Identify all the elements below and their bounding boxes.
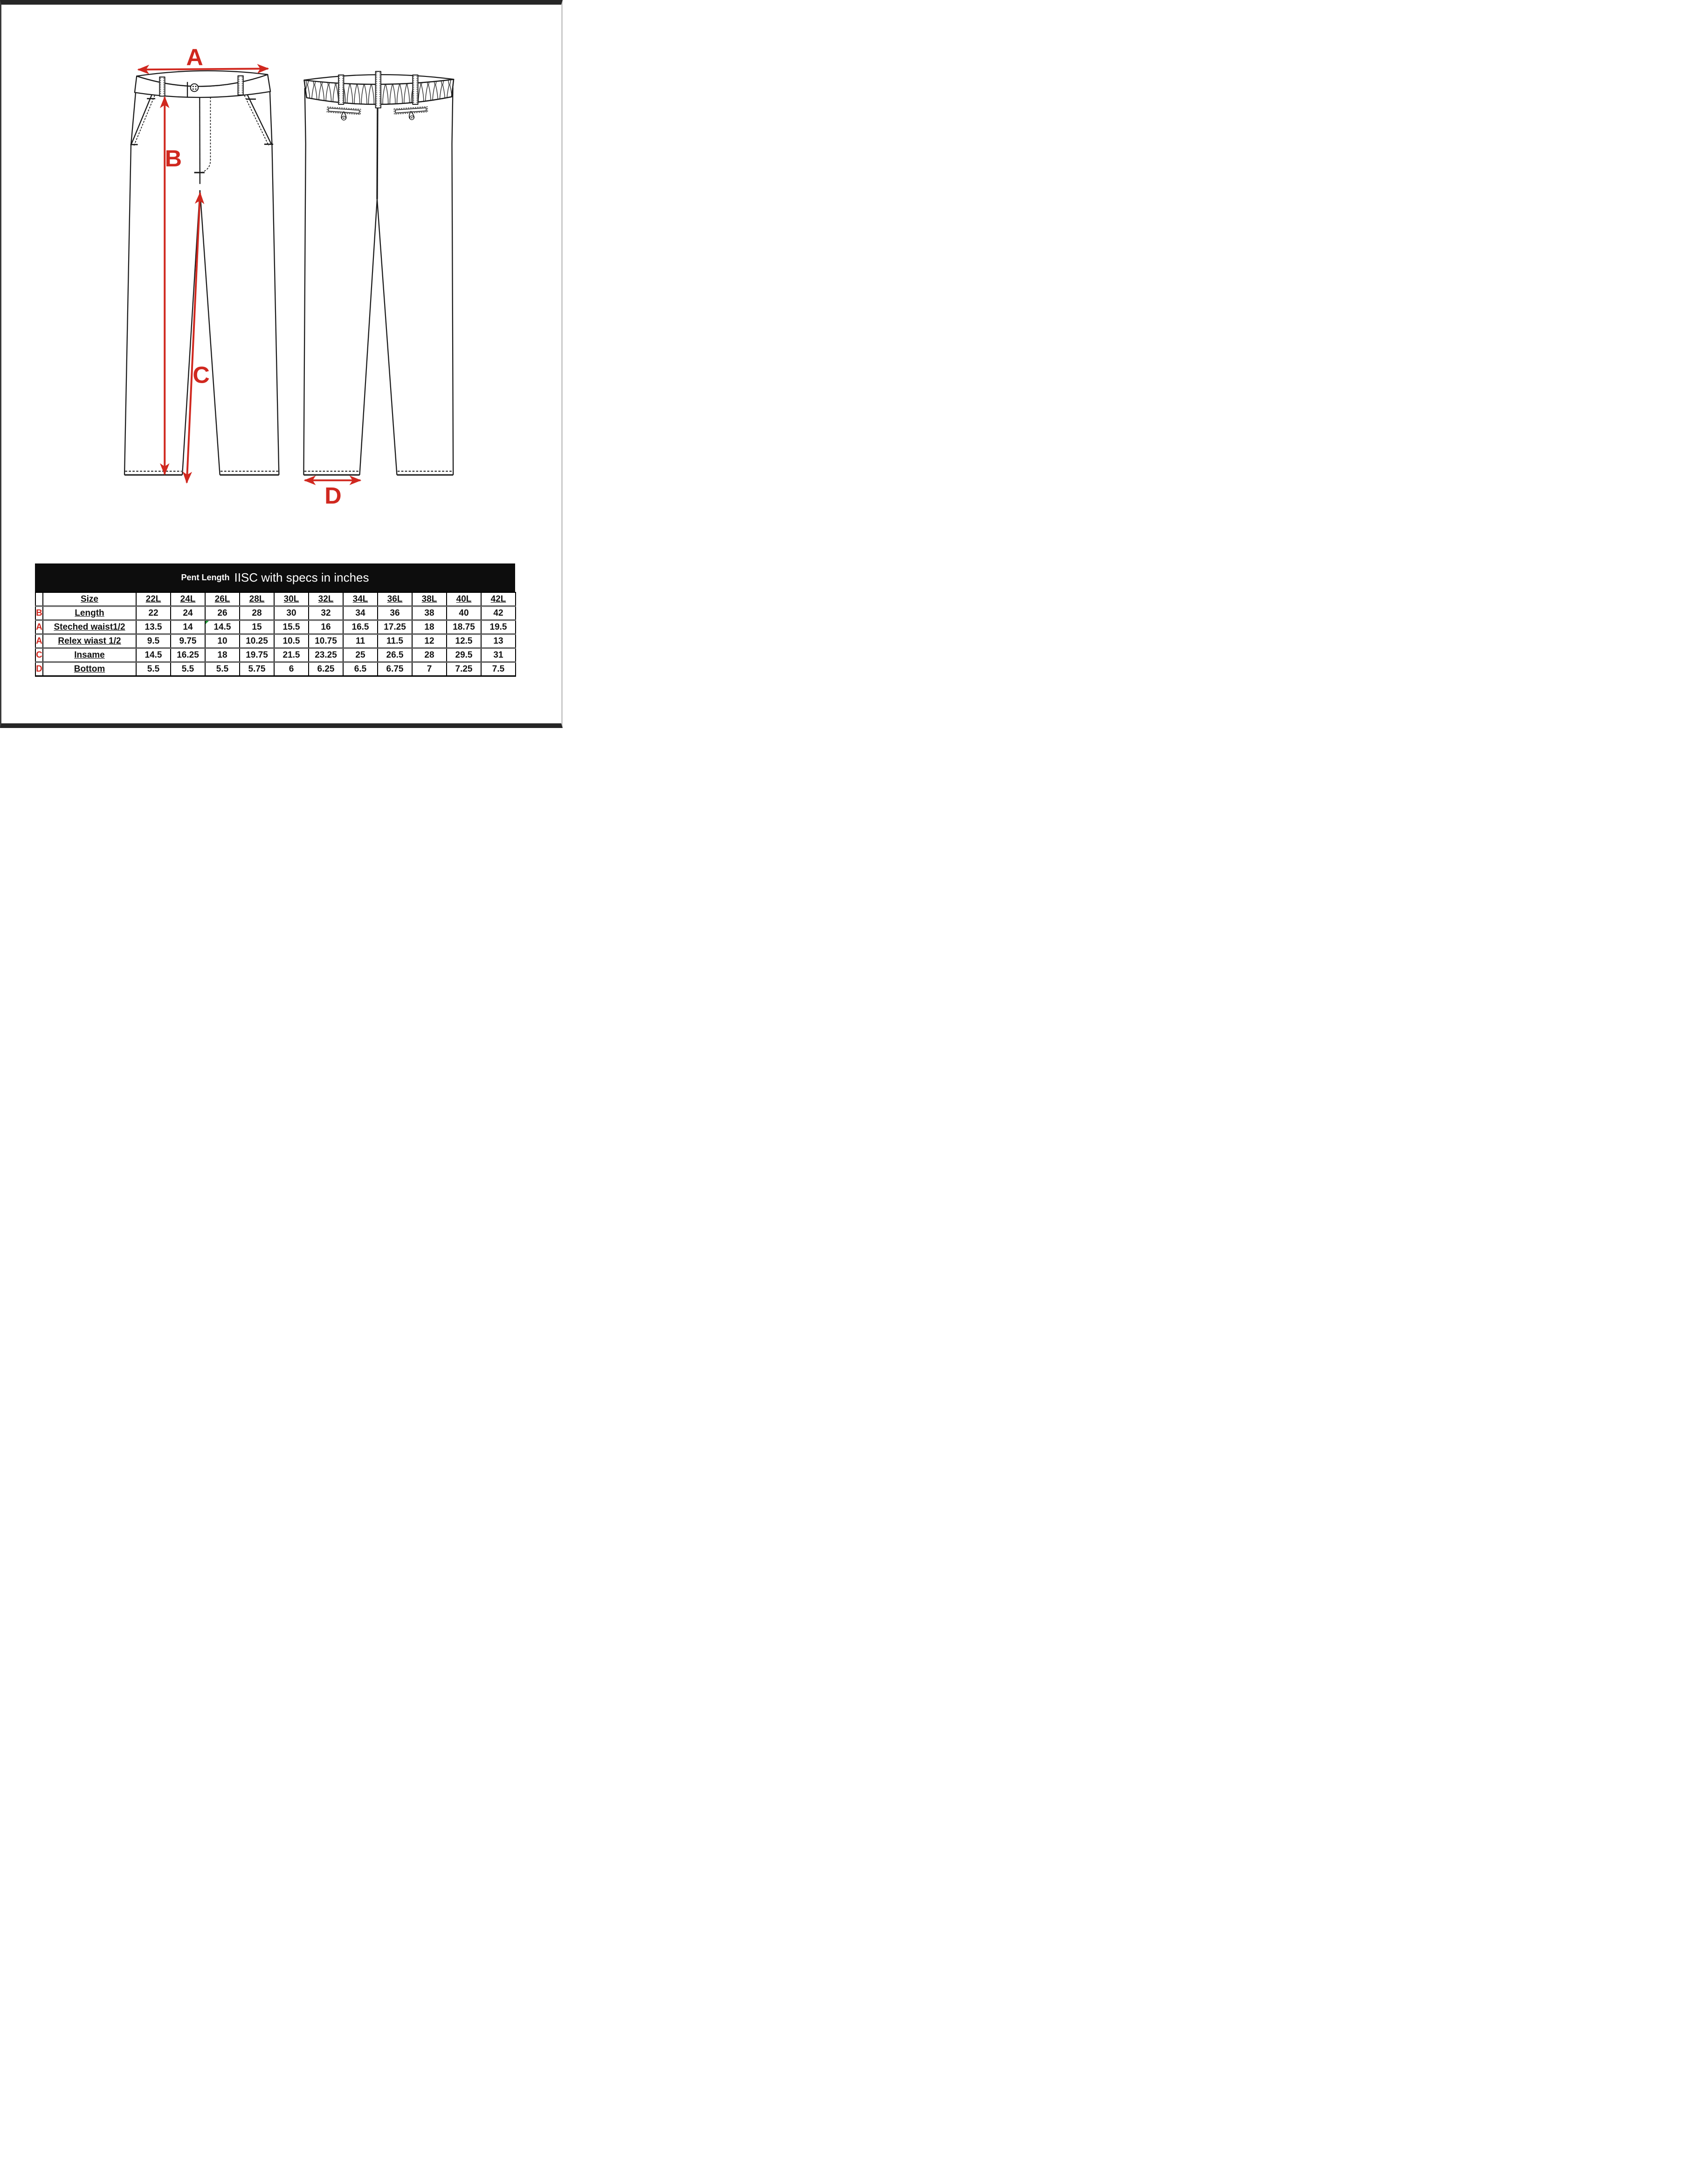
value-cell: 19.75	[240, 648, 274, 662]
value-cell: 30	[274, 606, 309, 620]
header-size-28L: 28L	[240, 592, 274, 606]
measurement-arrows	[138, 69, 361, 482]
value-cell: 6.5	[343, 662, 378, 676]
size-spec-section	[35, 563, 515, 677]
front-left-inseam	[182, 190, 200, 475]
value-cell: 15.5	[274, 620, 309, 634]
value-cell: 14.5	[205, 620, 240, 634]
header-size-22L: 22L	[136, 592, 171, 606]
value-cell: 5.5	[205, 662, 240, 676]
value-cell: 6.75	[378, 662, 412, 676]
row-letter: D	[35, 662, 43, 676]
label-a: A	[186, 44, 203, 71]
table-title-prefix: Pent Length	[181, 573, 230, 583]
value-cell: 15	[240, 620, 274, 634]
front-left-outseam	[124, 91, 136, 475]
row-letter: A	[35, 620, 43, 634]
pants-front-view	[124, 71, 279, 475]
value-cell: 28	[412, 648, 447, 662]
value-cell: 18	[205, 648, 240, 662]
value-cell: 23.25	[309, 648, 343, 662]
back-right-inseam	[377, 199, 397, 475]
value-cell: 16.25	[171, 648, 205, 662]
spec-sheet	[1, 5, 561, 677]
value-cell: 10.75	[309, 634, 343, 648]
value-cell: 13.5	[136, 620, 171, 634]
row-letter: C	[35, 648, 43, 662]
back-belt-loop-center	[376, 71, 381, 108]
value-cell: 10	[205, 634, 240, 648]
value-cell: 18	[412, 620, 447, 634]
value-cell: 42	[481, 606, 516, 620]
table-row-insame	[35, 648, 516, 662]
value-cell: 16	[309, 620, 343, 634]
back-right-outseam	[452, 87, 454, 475]
front-belt-loop-left	[159, 77, 165, 96]
back-center-seam	[377, 104, 378, 199]
table-header-row	[35, 592, 516, 606]
header-size-32L: 32L	[309, 592, 343, 606]
front-left-pocket-stitch	[134, 95, 155, 146]
row-letter: A	[35, 634, 43, 648]
value-cell: 38	[412, 606, 447, 620]
value-cell: 26.5	[378, 648, 412, 662]
value-cell: 10.25	[240, 634, 274, 648]
value-cell: 18.75	[447, 620, 481, 634]
value-cell: 7.25	[447, 662, 481, 676]
header-size-24L: 24L	[171, 592, 205, 606]
value-cell: 14	[171, 620, 205, 634]
row-letter: B	[35, 606, 43, 620]
header-size-30L: 30L	[274, 592, 309, 606]
value-cell: 9.75	[171, 634, 205, 648]
value-cell: 28	[240, 606, 274, 620]
back-belt-loop-right	[413, 75, 418, 104]
row-label: Steched waist1/2	[43, 620, 136, 634]
value-cell: 9.5	[136, 634, 171, 648]
value-cell: 16.5	[343, 620, 378, 634]
value-cell: 10.5	[274, 634, 309, 648]
table-row-relex-wiast-1-2	[35, 634, 516, 648]
front-right-outseam	[270, 90, 279, 475]
value-cell: 7.5	[481, 662, 516, 676]
value-cell: 36	[378, 606, 412, 620]
header-letter-cell	[35, 592, 43, 606]
value-cell: 14.5	[136, 648, 171, 662]
table-title-bar	[35, 563, 515, 592]
comment-marker	[206, 621, 209, 624]
value-cell: 26	[205, 606, 240, 620]
header-size-42L: 42L	[481, 592, 516, 606]
arrow-c-inseam	[187, 193, 200, 483]
value-cell: 6	[274, 662, 309, 676]
front-right-pocket	[247, 94, 272, 144]
table-row-bottom	[35, 662, 516, 676]
value-cell: 12.5	[447, 634, 481, 648]
front-left-pocket	[131, 94, 152, 145]
value-cell: 21.5	[274, 648, 309, 662]
value-cell: 32	[309, 606, 343, 620]
label-b: B	[165, 144, 182, 172]
front-waist-button	[191, 84, 199, 92]
value-cell: 5.75	[240, 662, 274, 676]
back-welt-pocket-left	[327, 107, 361, 121]
value-cell: 29.5	[447, 648, 481, 662]
header-size-36L: 36L	[378, 592, 412, 606]
header-size-26L: 26L	[205, 592, 240, 606]
value-cell: 5.5	[136, 662, 171, 676]
size-spec-table	[35, 592, 516, 677]
label-c: C	[193, 361, 210, 388]
value-cell: 13	[481, 634, 516, 648]
value-cell: 25	[343, 648, 378, 662]
value-cell: 31	[481, 648, 516, 662]
table-title-main: IISC with specs in inches	[234, 570, 369, 585]
row-label: Length	[43, 606, 136, 620]
pants-back-view	[303, 71, 454, 475]
value-cell: 12	[412, 634, 447, 648]
value-cell: 11	[343, 634, 378, 648]
value-cell: 6.25	[309, 662, 343, 676]
table-row-steched-waist1-2	[35, 620, 516, 634]
value-cell: 7	[412, 662, 447, 676]
row-label: Insame	[43, 648, 136, 662]
value-cell: 5.5	[171, 662, 205, 676]
value-cell: 17.25	[378, 620, 412, 634]
value-cell: 19.5	[481, 620, 516, 634]
back-welt-pocket-right	[394, 107, 428, 121]
label-d: D	[324, 482, 342, 509]
front-right-pocket-ticks	[246, 99, 273, 144]
header-size-34L: 34L	[343, 592, 378, 606]
pants-technical-diagram	[1, 5, 561, 556]
value-cell: 22	[136, 606, 171, 620]
value-cell: 11.5	[378, 634, 412, 648]
front-right-pocket-stitch	[244, 95, 269, 145]
header-size-label: Size	[43, 592, 136, 606]
size-spec-table-body	[35, 592, 516, 676]
value-cell: 34	[343, 606, 378, 620]
front-belt-loop-right	[238, 76, 243, 95]
row-label: Bottom	[43, 662, 136, 676]
front-right-inseam	[200, 190, 220, 475]
value-cell: 40	[447, 606, 481, 620]
back-left-inseam	[359, 199, 377, 475]
header-size-40L: 40L	[447, 592, 481, 606]
back-left-outseam	[303, 88, 305, 475]
back-belt-loop-left	[338, 75, 344, 104]
value-cell: 24	[171, 606, 205, 620]
table-row-length	[35, 606, 516, 620]
front-fly-stitch	[203, 97, 211, 172]
header-size-38L: 38L	[412, 592, 447, 606]
row-label: Relex wiast 1/2	[43, 634, 136, 648]
